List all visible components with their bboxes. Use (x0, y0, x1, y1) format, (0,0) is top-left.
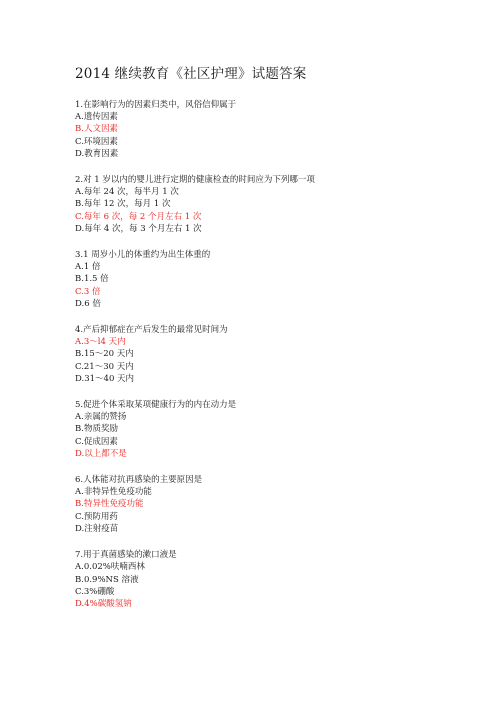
question-stem: 7.用于真菌感染的漱口液是 (75, 550, 177, 561)
question-stem: 4.产后抑郁症在产后发生的最常见时间为 (75, 325, 228, 336)
option-b: B.0.9%NS 溶液 (75, 574, 139, 585)
option-c-correct-answer: C.每年 6 次，每 2 个月左右 1 次 (75, 211, 202, 222)
question-stem: 6.人体能对抗再感染的主要原因是 (75, 475, 203, 486)
question-3 (75, 249, 475, 310)
question-6 (75, 474, 475, 535)
option-a: A.遗传因素 (75, 112, 118, 123)
option-a: A.非特异性免疫功能 (75, 487, 152, 498)
option-d: D.6 倍 (75, 298, 101, 309)
question-stem: 2.对 1 岁以内的婴儿进行定期的健康检查的时间应为下列哪一项 (75, 175, 315, 186)
option-a: A.每年 24 次，每半月 1 次 (75, 187, 179, 198)
question-1 (75, 99, 475, 160)
option-c: C.促成因素 (75, 436, 118, 447)
page-title: 2014 继续教育《社区护理》试题答案 (75, 66, 307, 82)
option-a: A.1 倍 (75, 262, 101, 273)
option-b-correct-answer: B.特异性免疫功能 (75, 499, 144, 510)
option-d: D.注射疫苗 (75, 523, 119, 534)
question-stem: 5.促进个体采取某项健康行为的内在动力是 (75, 400, 237, 411)
option-c: C.21～30 天内 (75, 361, 134, 372)
option-d-correct-answer: D.4%碳酸氢钠 (75, 598, 132, 609)
option-c: C.环境因素 (75, 136, 118, 147)
option-d: D.每年 4 次，每 3 个月左右 1 次 (75, 223, 202, 234)
question-2 (75, 174, 475, 235)
question-4 (75, 324, 475, 385)
question-list (75, 99, 475, 624)
option-d: D.教育因素 (75, 148, 119, 159)
option-c: C.预防用药 (75, 511, 118, 522)
question-5 (75, 399, 475, 460)
option-c-correct-answer: C.3 倍 (75, 286, 101, 297)
option-b: B.1.5 倍 (75, 274, 109, 285)
option-d-correct-answer: D.以上都不是 (75, 448, 127, 459)
option-a: A.亲属的赞扬 (75, 412, 127, 423)
option-b: B.每年 12 次，每月 1 次 (75, 199, 171, 210)
option-a: A.0.02%呋喃西林 (75, 562, 145, 573)
option-b: B.物质奖励 (75, 424, 118, 435)
question-7 (75, 549, 475, 610)
option-c: C.3%硼酸 (75, 586, 115, 597)
option-a-correct-answer: A.3～l4 天内 (75, 337, 126, 348)
option-d: D.31～40 天内 (75, 373, 135, 384)
option-b-correct-answer: B.人文因素 (75, 124, 118, 135)
option-b: B.15～20 天内 (75, 349, 134, 360)
question-stem: 3.1 周岁小儿的体重约为出生体重的 (75, 250, 211, 261)
question-stem: 1.在影响行为的因素归类中，风俗信仰属于 (75, 100, 237, 110)
